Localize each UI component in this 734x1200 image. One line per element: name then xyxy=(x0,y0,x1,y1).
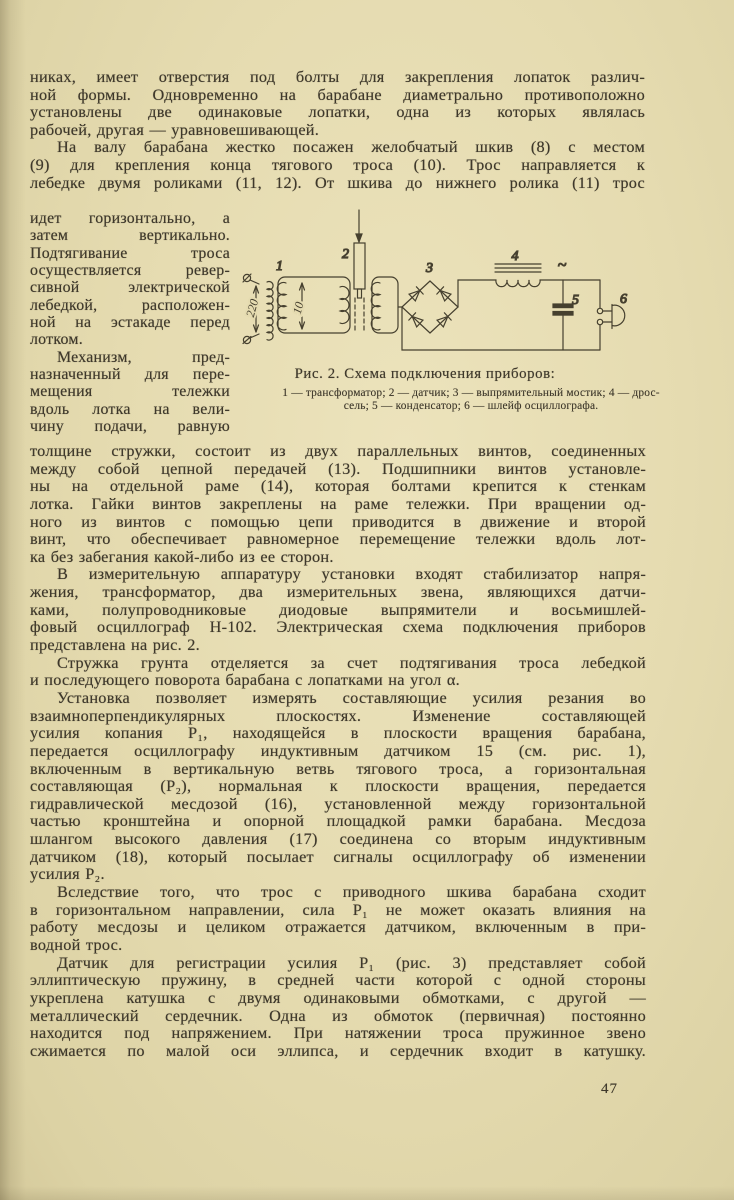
dimension-10 xyxy=(290,283,307,329)
text-line: (9) для крепления конца тягового троса (10). Трос направляется к xyxy=(30,154,645,174)
label-transformer: 1 xyxy=(276,259,283,274)
text-line: сжимается по малой оси эллипса, и сердечник входит в катушку. xyxy=(30,1040,646,1060)
figure-legend xyxy=(232,387,710,413)
text-line: лебедке двумя роликами (11, 12). От шкива до нижнего ролика (11) трос xyxy=(30,172,645,192)
circuit-diagram-figure xyxy=(232,208,722,360)
wire-top xyxy=(458,280,496,307)
text-block-bottom xyxy=(30,442,646,1059)
text-line: работу месдозы и целиком отражается датчиком, включенным в при- xyxy=(30,917,646,937)
text-line: гидравлической месдозой (16), установленной между горизонтальной xyxy=(30,793,646,813)
text-line: жения, трансформатор, два измерительных звена, являющихся датчи- xyxy=(30,582,646,602)
dimension-220 xyxy=(243,286,261,332)
figure-legend-line2: сель; 5 — конденсатор; 6 — шлейф осциллографа. xyxy=(343,400,599,412)
text-line: установлены две одинаковые лопатки, одна из которых являлась xyxy=(30,102,645,122)
label-choke: 4 xyxy=(511,249,519,264)
text-line: составляющая (P₂), нормальная к плоскости вращения, передается xyxy=(30,776,646,796)
text-line: ны на отдельной раме (14), которая болтами крепится к стенкам xyxy=(30,476,646,496)
text-line: сивной электрической xyxy=(30,279,230,297)
label-bridge: 3 xyxy=(426,261,433,276)
label-220: 220 xyxy=(243,297,262,319)
text-line: назначенный для пере- xyxy=(30,366,230,384)
page-edge-shadow xyxy=(0,0,26,1200)
text-line: В измерительную аппаратуру установки входят стабилизатор напря- xyxy=(57,564,646,584)
text-line: металлический сердечник. Одна из обмоток (первичная) постоянно xyxy=(30,1005,646,1025)
text-line: затем вертикально. xyxy=(30,227,230,245)
text-line: в горизонтальном направлении, сила P₁ не может оказать влияния на xyxy=(30,899,646,919)
transformer-box-primary xyxy=(278,277,350,333)
text-line: передается осциллографу индуктивным датчиком 15 (см. рис. 1), xyxy=(30,740,646,760)
secondary-winding-left xyxy=(340,287,349,324)
text-line: водной трос. xyxy=(30,934,123,954)
page-bottom-shadow xyxy=(0,1186,734,1200)
capacitor xyxy=(553,280,573,350)
text-line: ка без забегания какой-либо из ее сторон. xyxy=(30,546,334,566)
text-line: и последующего поворота барабана с лопатками на угол α. xyxy=(30,670,460,690)
text-line: ного из винтов с помощью цепи приводится в движение и второй xyxy=(30,511,646,531)
label-10: 10 xyxy=(289,300,307,316)
text-line: представлена на рис. 2. xyxy=(30,635,200,655)
text-line: датчиком (18), который посылает сигналы осциллографу об изменении xyxy=(30,846,646,866)
sensor-arrowhead xyxy=(356,234,362,242)
text-line: осуществляется ревер- xyxy=(30,262,230,280)
sensor-plunger xyxy=(354,210,365,333)
text-line: идет горизонтально, а xyxy=(30,210,230,227)
text-line: укреплена катушка с двумя одинаковыми обмотками, с другой — xyxy=(30,987,646,1007)
label-capacitor: 5 xyxy=(572,293,579,308)
text-line: усилия P₂. xyxy=(30,864,105,884)
text-line: Стружка грунта отделяется за счет подтягивания троса лебедкой xyxy=(57,652,646,672)
text-line: мещения тележки xyxy=(30,383,230,401)
oscillograph-connector xyxy=(597,280,624,350)
text-line: лебедкой, расположен- xyxy=(30,296,230,314)
text-line: рабочей, другая — уравновешивающей. xyxy=(30,119,320,139)
text-line: вдоль лотка на вели- xyxy=(30,400,230,418)
text-line: ной формы. Одновременно на барабане диаметрально противоположно xyxy=(30,84,645,104)
text-line: Датчик для регистрации усилия P₁ (рис. 3) представляет собой xyxy=(57,952,646,972)
text-line: Подтягивание троса xyxy=(30,244,230,262)
label-sensor: 2 xyxy=(342,247,349,262)
text-line: включенным в вертикальную ветвь тягового троса, а горизонтальная xyxy=(30,758,646,778)
input-terminal-bottom xyxy=(243,334,259,344)
text-line: фовый осциллограф Н-102. Электрическая схема подключения приборов xyxy=(30,617,646,637)
transformer-box-secondary xyxy=(372,277,398,333)
text-block-top xyxy=(30,68,645,191)
text-line: между собой цепной передачей (13). Подшипники винтов установле- xyxy=(30,458,646,478)
text-line: частью кронштейна и опорной площадкой рамки барабана. Месдоза xyxy=(30,811,646,831)
text-line: ками, полупроводниковые диодовые выпрямители и восьмишлей- xyxy=(30,599,646,619)
text-line: Установка позволяет измерять составляющие усилия резания во xyxy=(57,687,646,707)
text-line: чину подачи, равную xyxy=(30,418,230,436)
text-line: взаимноперпендикулярных плоскостях. Изменение составляющей xyxy=(30,705,646,725)
page-number: 47 xyxy=(601,1081,618,1097)
figure-caption: Рис. 2. Схема подключения приборов: xyxy=(294,366,556,382)
ac-tilde: ~ xyxy=(557,257,567,274)
text-line: винт, что обеспечивает равномерное перемещение тележки вдоль лот- xyxy=(30,529,646,549)
text-line: Вследствие того, что трос с приводного шкива барабана сходит xyxy=(57,882,646,902)
input-coil xyxy=(267,282,273,341)
text-line: ной на эстакаде перед xyxy=(30,314,230,332)
text-line: эллиптическую пружину, в средней части которой с одной стороны xyxy=(30,970,646,990)
text-line: толщине стружки, состоит из двух параллельных винтов, соединенных xyxy=(30,441,646,460)
text-line: Механизм, пред- xyxy=(57,348,230,366)
text-line: никах, имеет отверстия под болты для закрепления лопаток различ- xyxy=(30,67,645,86)
text-block-narrow xyxy=(30,210,230,435)
text-line: лотка. Гайки винтов закреплены на раме тележки. При вращении од- xyxy=(30,493,646,513)
input-terminal-top xyxy=(243,274,259,284)
bridge-rectifier xyxy=(402,281,458,333)
figure-legend-line1: 1 — трансформатор; 2 — датчик; 3 — выпрямительный мостик; 4 — дрос- xyxy=(282,387,660,399)
choke xyxy=(495,264,541,287)
label-oscillograph: 6 xyxy=(620,292,627,307)
text-line: На валу барабана жестко посажен желобчатый шкив (8) с местом xyxy=(57,137,645,157)
text-line: лотком. xyxy=(30,331,83,349)
text-line: шлангом высокого давления (17) соединена со вторым индуктивным xyxy=(30,829,646,849)
text-line: усилия копания P₁, находящейся в плоскости вращения барабана, xyxy=(30,723,646,743)
text-line: находится под напряжением. При натяжении троса пружинное звено xyxy=(30,1023,646,1043)
